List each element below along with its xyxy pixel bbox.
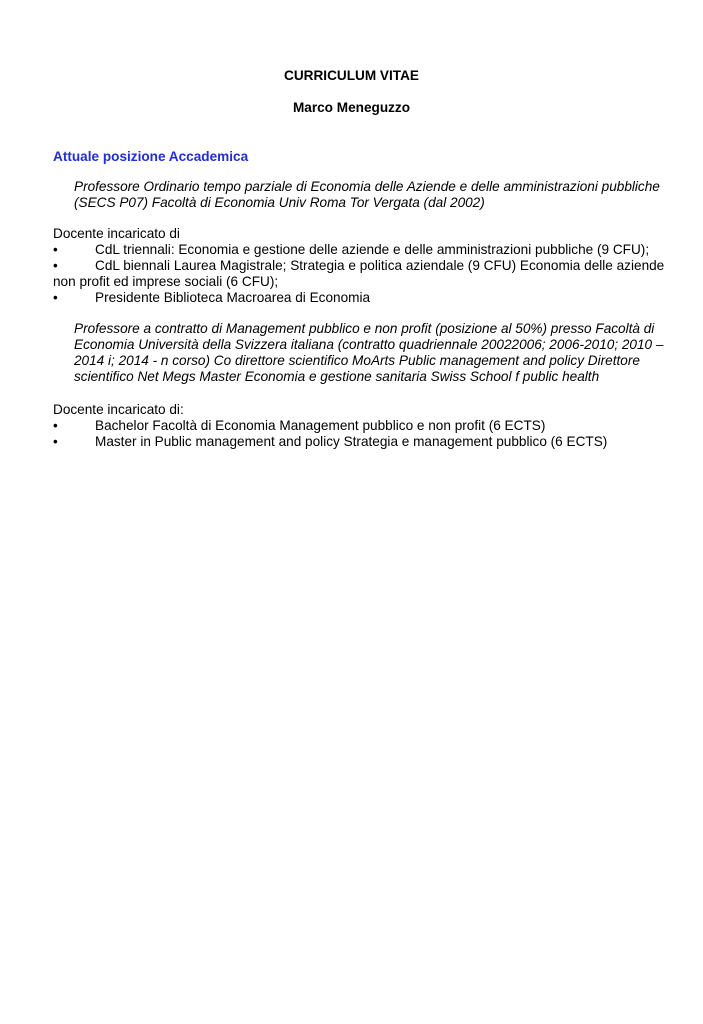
list-item-text: Presidente Biblioteca Macroarea di Economia [95, 290, 371, 305]
list-item-text: CdL biennali Laurea Magistrale; Strategia e politica aziendale (9 CFU) Economia delle aziende [95, 258, 665, 273]
text-line: scientifico Net Megs Master Economia e gestione sanitaria Swiss School f public health [74, 369, 600, 384]
text-line: Professore a contratto di Management pubblico e non profit (posizione al 50%) presso Facoltà di [74, 321, 655, 336]
text-line: 2014 i; 2014 - n corso) Co direttore scientifico MoArts Public management and policy Direttore [74, 353, 640, 368]
position-description-usi [74, 321, 674, 385]
text-line: Economia Università della Svizzera italiana (contratto quadriennale 20022006; 2006-2010; 2010 – [74, 337, 664, 352]
list-item [53, 258, 683, 290]
list-item [53, 418, 683, 434]
list-item [53, 434, 683, 450]
teaching-list-tor-vergata [53, 242, 683, 306]
text-line: (SECS P07) Facoltà di Economia Univ Roma Tor Vergata (dal 2002) [74, 195, 485, 210]
position-description-tor-vergata [74, 179, 674, 211]
text-line: Professore Ordinario tempo parziale di Economia delle Aziende e delle amministrazioni pubbliche [74, 179, 660, 194]
list-item-text: CdL triennali: Economia e gestione delle aziende e delle amministrazioni pubbliche (9 CFU); [95, 242, 650, 257]
person-name: Marco Meneguzzo [292, 100, 411, 115]
teaching-heading: Docente incaricato di: [53, 402, 184, 417]
bullet-icon: • [53, 418, 58, 433]
bullet-icon: • [53, 434, 58, 449]
teaching-heading: Docente incaricato di [53, 226, 180, 241]
list-item [53, 290, 683, 306]
bullet-icon: • [53, 290, 58, 305]
list-item-text: Master in Public management and policy Strategia e management pubblico (6 ECTS) [95, 434, 608, 449]
teaching-list-usi [53, 418, 683, 450]
section-heading-current-position: Attuale posizione Accademica [53, 149, 249, 164]
document-title: CURRICULUM VITAE [284, 68, 419, 83]
list-item-text: Bachelor Facoltà di Economia Management pubblico e non profit (6 ECTS) [95, 418, 546, 433]
bullet-icon: • [53, 242, 58, 257]
list-item [53, 242, 683, 258]
list-item-text-continuation: non profit ed imprese sociali (6 CFU); [53, 274, 279, 289]
bullet-icon: • [53, 258, 58, 273]
